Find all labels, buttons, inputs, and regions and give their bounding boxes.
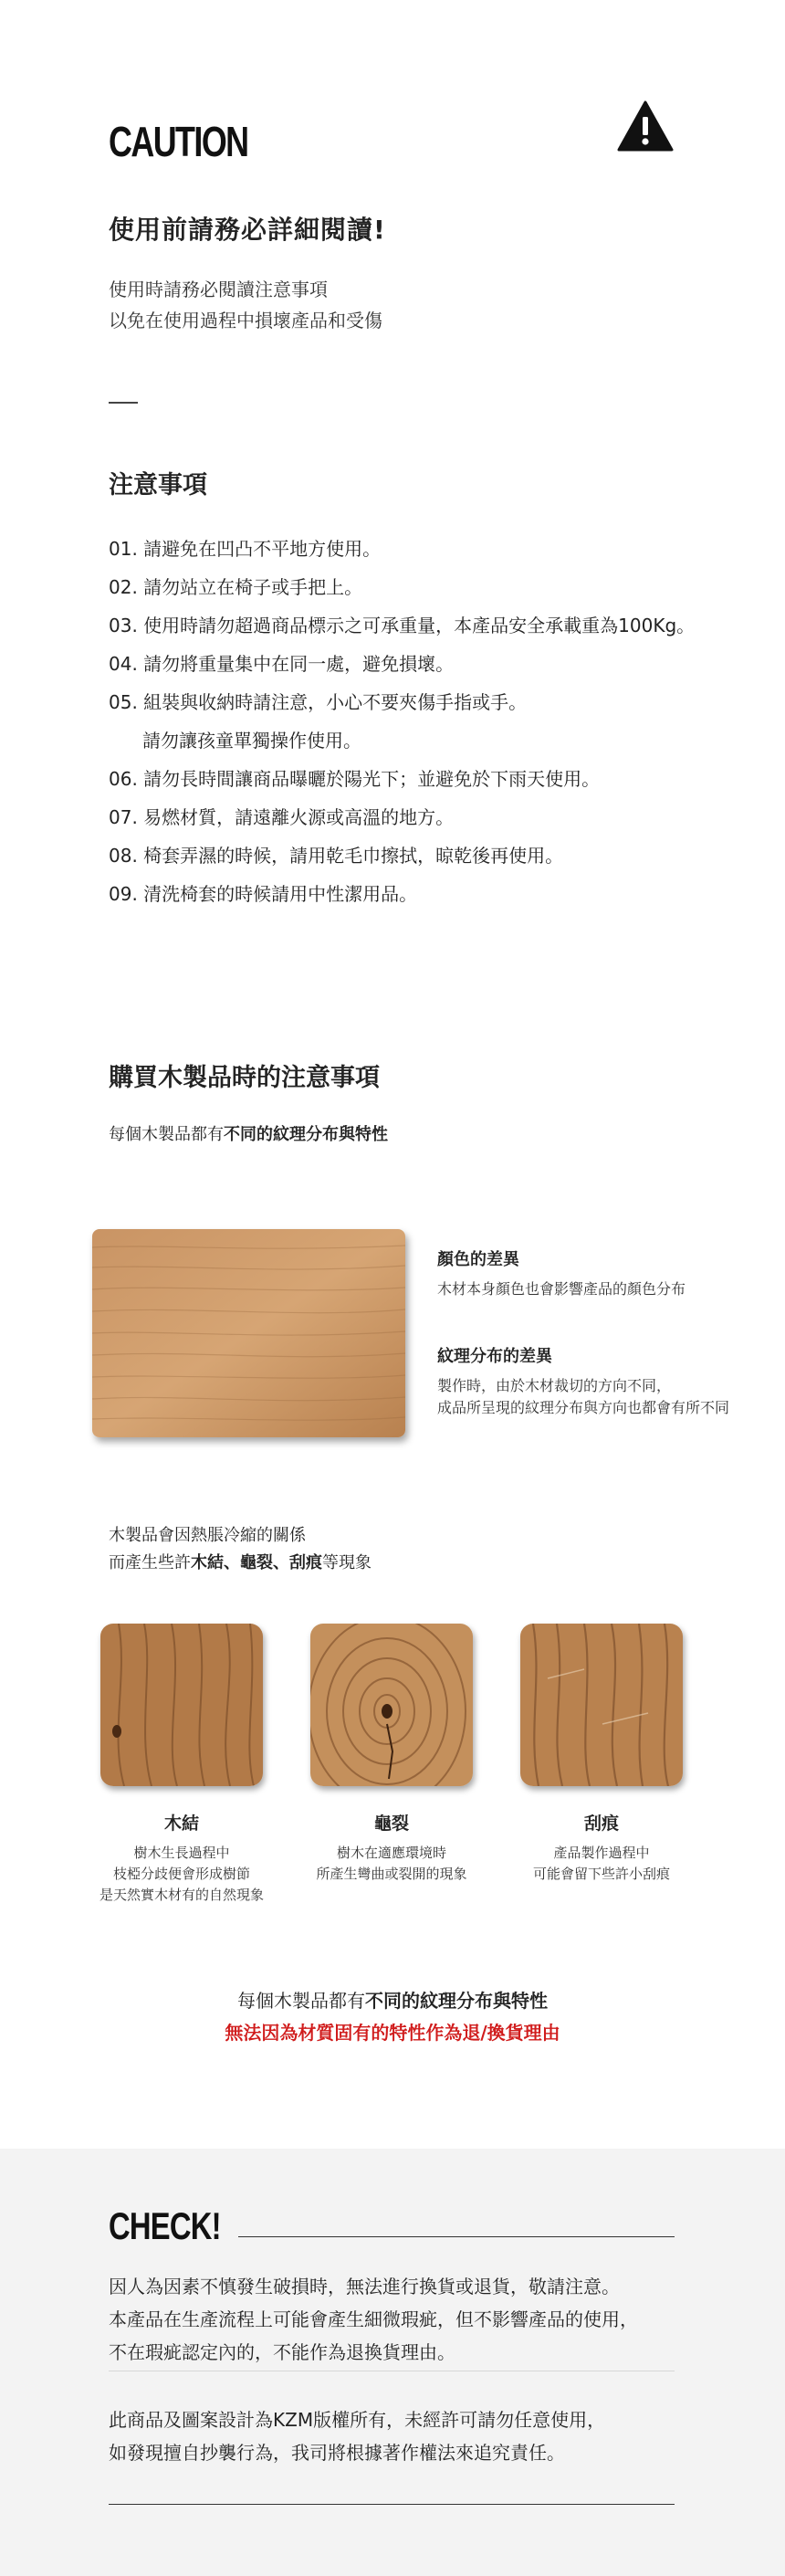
- note-item: 03. 使用時請勿超過商品標示之可承重量，本產品安全承載重為100Kg。: [109, 615, 696, 636]
- notes-heading: 注意事項: [109, 471, 207, 499]
- thermal-prefix: 而產生些許: [109, 1553, 191, 1572]
- color-difference-title: 顏色的差異: [437, 1250, 519, 1269]
- knot-desc-line: 枝椏分歧便會形成樹節: [112, 1866, 250, 1882]
- note-item: 07. 易燃材質，請遠離火源或高溫的地方。: [109, 806, 455, 828]
- scratch-sample-image: [520, 1624, 683, 1786]
- scratch-desc-line: 產品製作過程中: [553, 1845, 650, 1861]
- scratch-label: 刮痕: [583, 1814, 619, 1834]
- read-before-use-heading: 使用前請務必詳細閱讀!: [109, 215, 386, 245]
- thermal-line: 木製品會因熱脹冷縮的關係: [109, 1526, 306, 1545]
- note-item: 01. 請避免在凹凸不平地方使用。: [109, 538, 382, 560]
- note-item: 09. 清洗椅套的時候請用中性潔用品。: [109, 883, 418, 905]
- knot-label: 木結: [163, 1814, 199, 1834]
- thermal-line: [109, 1550, 372, 1577]
- caution-title: CAUTION: [109, 118, 248, 165]
- short-divider: [109, 402, 138, 404]
- wood-intro-prefix: 每個木製品都有: [109, 1125, 224, 1144]
- note-item: 05. 組裝與收納時請注意，小心不要夾傷手指或手。: [109, 691, 528, 713]
- check-line: 因人為因素不慎發生破損時，無法進行換貨或退貨，敬請注意。: [109, 2276, 620, 2297]
- check-line: 不在瑕疵認定內的，不能作為退換貨理由。: [109, 2341, 455, 2363]
- warning-triangle-icon: [617, 100, 674, 152]
- caution-intro: [109, 274, 382, 336]
- check-line: 此商品及圖案設計為KZM版權所有，未經許可請勿任意使用，: [109, 2409, 606, 2431]
- grain-difference-line: 成品所呈現的紋理分布與方向也都會有所不同: [437, 1399, 730, 1416]
- wood-summary-prefix: 每個木製品都有: [237, 1990, 365, 2012]
- crack-desc-line: 所產生彎曲或裂開的現象: [316, 1866, 467, 1882]
- check-bottom-rule: [109, 2504, 675, 2505]
- knot-description: [68, 1843, 296, 1906]
- thermal-note: [109, 1522, 372, 1577]
- check-paragraph-copyright: [109, 2403, 605, 2469]
- check-title-rule: [238, 2236, 675, 2237]
- knot-desc-line: 樹木生長過程中: [133, 1845, 230, 1861]
- scratch-description: [487, 1843, 716, 1885]
- wood-plank-image: [92, 1229, 405, 1437]
- note-item: 02. 請勿站立在椅子或手把上。: [109, 576, 363, 598]
- color-difference-block: [437, 1249, 686, 1300]
- crack-sample-image: [310, 1624, 473, 1786]
- check-line: 如發現擅自抄襲行為，我司將根據著作權法來追究責任。: [109, 2442, 565, 2464]
- wood-summary-note: [0, 1986, 785, 2013]
- grain-difference-line: 製作時，由於木材裁切的方向不同，: [437, 1377, 672, 1394]
- grain-difference-block: [437, 1346, 729, 1419]
- knot-sample-image: [100, 1624, 263, 1786]
- wood-intro-bold: 不同的紋理分布與特性: [224, 1125, 388, 1144]
- note-item: 08. 椅套弄濕的時候，請用乾毛巾擦拭，晾乾後再使用。: [109, 845, 564, 867]
- intro-line: 使用時請務必閱讀注意事項: [109, 279, 328, 300]
- check-title: CHECK!: [109, 2204, 221, 2247]
- wood-summary-bold: 不同的紋理分布與特性: [365, 1990, 548, 2012]
- wood-intro: [109, 1121, 388, 1145]
- intro-line: 以免在使用過程中損壞產品和受傷: [109, 310, 382, 331]
- note-item-continued: 請勿讓孩童單獨操作使用。: [142, 730, 361, 752]
- grain-difference-title: 紋理分布的差異: [437, 1347, 552, 1366]
- crack-description: [277, 1843, 506, 1885]
- check-paragraph-returns: [109, 2270, 638, 2369]
- knot-desc-line: 是天然實木材有的自然現象: [99, 1887, 264, 1903]
- scratch-desc-line: 可能會留下些許小刮痕: [532, 1866, 670, 1882]
- no-return-warning: 無法因為材質固有的特性作為退/換貨理由: [225, 2022, 560, 2044]
- note-item: 06. 請勿長時間讓商品曝曬於陽光下；並避免於下雨天使用。: [109, 768, 601, 790]
- crack-desc-line: 樹木在適應環境時: [336, 1845, 446, 1861]
- thermal-suffix: 等現象: [322, 1553, 372, 1572]
- wood-notice-heading: 購買木製品時的注意事項: [109, 1064, 380, 1092]
- color-difference-text: 木材本身顏色也會影響產品的顏色分布: [437, 1280, 686, 1298]
- thermal-bold: 木結、龜裂、刮痕: [191, 1553, 322, 1572]
- check-line: 本產品在生產流程上可能會產生細微瑕疵，但不影響產品的使用，: [109, 2308, 638, 2330]
- note-item: 04. 請勿將重量集中在同一處，避免損壞。: [109, 653, 455, 675]
- notes-list: [109, 530, 695, 913]
- crack-label: 龜裂: [373, 1814, 409, 1834]
